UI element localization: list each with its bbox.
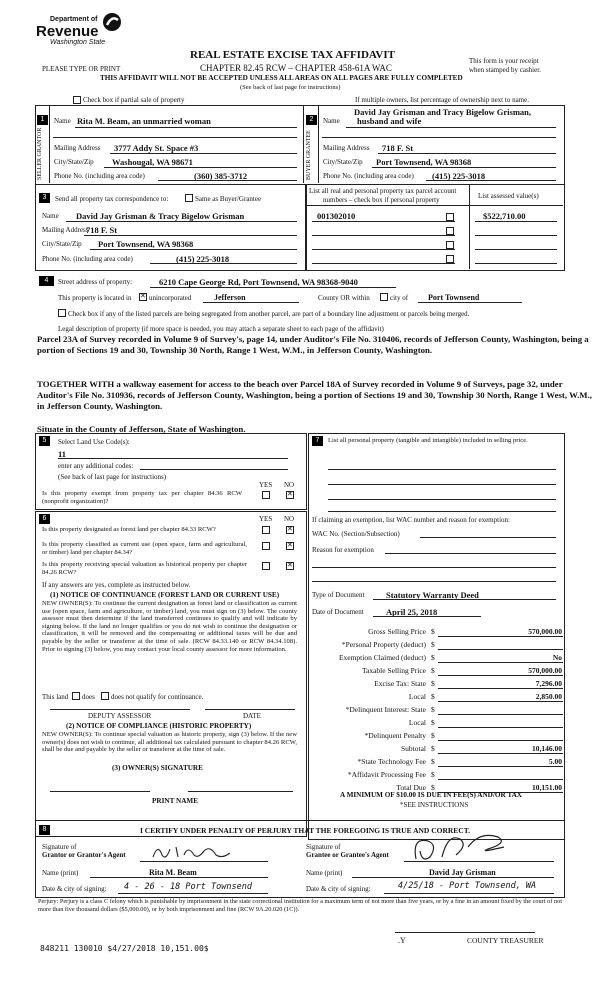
seller-phone: (360) 385-3712 [194, 171, 248, 181]
agency-line1: Department of [50, 16, 98, 23]
tax-row-currency: $ [431, 783, 435, 792]
tax-row-value: No [552, 653, 562, 662]
county-or-within: County OR within [318, 294, 370, 302]
tax-row-value: 10,146.00 [532, 744, 562, 753]
personal-property-checkbox-3[interactable] [446, 241, 454, 249]
county-treasurer-label: COUNTY TREASURER [467, 936, 544, 945]
exempt-question: Is this property exempt from property tax per chapter 84.36 RCW (nonprofit organization)? [42, 490, 242, 505]
please-type: PLEASE TYPE OR PRINT [42, 65, 121, 73]
section6-box [35, 511, 307, 837]
does-checkbox[interactable] [72, 692, 80, 700]
reason-label: Reason for exemption [312, 546, 374, 554]
grantor-date-city: 4 - 26 - 18 Port Townsend [124, 882, 252, 892]
corr-mailing: 718 F. St [86, 225, 118, 235]
buyer-mailing: 718 F. St [382, 143, 414, 153]
same-as-buyer-checkbox[interactable] [185, 194, 193, 202]
receipt-note-2: when stamped by cashier. [469, 66, 541, 74]
buyer-city-label: City/State/Zip [323, 158, 363, 166]
notice-continuance-text: NEW OWNER(S): To continue the current designation as forest land or classification as current use (open space, farm and agriculture, or timber) land, you must sign on (3) below. The county assessor must then determine if the land transferred continues to qualify and will indicate by signing below. If the land no longer qualifies or you do not wish to continue the designation or classification, it will be removed and the compensating or additional taxes will be due and payable by the seller or transferor at the time of sale. (RCW 84.33.140 or RCW 84.34.108). Prior to signing (3) below, you may contact your local county assessor for more information. [42, 600, 297, 653]
personal-property-checkbox-1[interactable] [446, 213, 454, 221]
doc-date-label: Date of Document [312, 608, 364, 616]
personal-property-label: List all personal property (tangible and intangible) included in selling price. [328, 437, 528, 444]
grantee-date-city-label: Date & city of signing: [306, 885, 371, 893]
seller-side-label: SELLER GRANTOR [37, 127, 43, 180]
notice-compliance-text: NEW OWNER(S): To continue special valuation as historic property, sign (3) below. If the new owner(s) does not wish to continue, all additional tax calculated pursuant to chapter 84.26 RCW, shall be due and payable by the seller or transferor at the time of sale. [42, 731, 297, 754]
form-subtitle: CHAPTER 82.45 RCW – CHAPTER 458-61A WAC [200, 63, 392, 73]
tax-row-label: Gross Selling Price [368, 627, 426, 636]
owner-signature-title: (3) OWNER(S) SIGNATURE [112, 764, 203, 772]
current-use-question: Is this property classified as current use (open space, farm and agricultural, or timber) land per chapter 84.34? [42, 541, 247, 556]
seller-city-label: City/State/Zip [54, 158, 94, 166]
print-name-label: PRINT NAME [152, 797, 198, 805]
see-instructions: *SEE INSTRUCTIONS [400, 801, 469, 809]
corr-name: David Jay Grisman & Tracy Bigelow Grisman [76, 211, 245, 221]
grantor-name-label: Name (print) [42, 869, 79, 877]
if-any-yes: If any answers are yes, complete as instructed below. [42, 581, 191, 589]
grantee-name-label: Name (print) [306, 869, 343, 877]
tax-row-label: *Personal Property (deduct) [341, 640, 426, 649]
s6-yes: YES [259, 515, 273, 523]
grantee-sig-label-2: Grantee or Grantee's Agent [306, 851, 389, 859]
section-8-badge: 8 [39, 825, 50, 835]
historic-yes-checkbox[interactable] [262, 562, 270, 570]
wac-label: WAC No. (Section/Subsection) [312, 530, 400, 538]
tax-row-currency: $ [431, 718, 435, 727]
does-not-checkbox[interactable] [101, 692, 109, 700]
corr-mailing-label: Mailing Address [42, 226, 89, 234]
tax-row-currency: $ [431, 640, 435, 649]
forest-yes-checkbox[interactable] [262, 526, 270, 534]
dor-logo-mark [102, 12, 122, 32]
tax-row-label: *Delinquent Interest: State [345, 705, 426, 714]
notice-continuance-title: (1) NOTICE OF CONTINUANCE (FOREST LAND OR CURRENT USE) [50, 591, 280, 599]
notice-compliance-title: (2) NOTICE OF COMPLIANCE (HISTORIC PROPERTY) [66, 722, 252, 730]
grantee-date-city: 4/25/18 - Port Townsend, WA [398, 881, 537, 891]
unincorporated-checkbox[interactable] [139, 293, 147, 301]
section-2-badge: 2 [306, 115, 317, 125]
current-use-yes-checkbox[interactable] [262, 542, 270, 550]
minimum-fee-note: A MINIMUM OF $10.00 IS DUE IN FEE(S) AND/OR TAX [340, 791, 522, 799]
partial-sale-label: Check box if partial sale of property [83, 96, 185, 104]
s6-no: NO [284, 515, 295, 523]
property-city: Port Townsend [428, 293, 480, 302]
tax-row-currency: $ [431, 679, 435, 688]
tax-row-value: 5.00 [548, 757, 562, 766]
deputy-date-label: DATE [243, 712, 261, 720]
historic-question: Is this property receiving special valuation as historical property per chapter 84.26 RCW? [42, 561, 247, 576]
buyer-mailing-label: Mailing Address [323, 144, 370, 152]
grantor-sig-label-2: Grantor or Grantor's Agent [42, 851, 126, 859]
section-1-badge: 1 [37, 115, 48, 125]
section-4-badge: 4 [39, 276, 54, 286]
tax-row-label: Taxable Selling Price [361, 666, 426, 675]
buyer-phone: (415) 225-3018 [432, 171, 486, 181]
same-as-buyer-label: Same as Buyer/Grantee [195, 195, 262, 203]
tax-row-label: Excise Tax: State [374, 679, 426, 688]
tax-row-label: Total Due [396, 783, 426, 792]
city-of-checkbox[interactable] [380, 293, 388, 301]
tax-row-currency: $ [431, 692, 435, 701]
certify-line: I CERTIFY UNDER PENALTY OF PERJURY THAT THE FOREGOING IS TRUE AND CORRECT. [140, 826, 471, 835]
land-use-label: Select Land Use Code(s): [58, 438, 130, 446]
street-label: Street address of property: [58, 278, 133, 286]
exempt-no-checkbox[interactable] [286, 491, 294, 499]
corr-city-label: City/State/Zip [42, 240, 82, 248]
legal-description-1: Parcel 23A of Survey recorded in Volume 9 of Survey's, page 14, under Auditor's File No. 310406, records of Jefferson County, Washington, being a portion of Sections 19 and 30, Township 30 North, Range 1 West, W.M., in Jefferson County, Washington. [37, 334, 589, 355]
personal-property-checkbox-2[interactable] [446, 227, 454, 235]
buyer-phone-label: Phone No. (including area code) [323, 172, 414, 180]
tax-row-value: 2,850.00 [535, 692, 562, 701]
corr-phone: (415) 225-3018 [176, 254, 230, 264]
corr-phone-label: Phone No. (including area code) [42, 255, 133, 263]
perjury-note: Perjury: Perjury is a class C felony which is punishable by imprisonment in the state correctional institution for a maximum term of not more than five years, or by a fine in an amount fixed by the court of not more than five thousand dollars ($5,000.00), or by both imprisonment and fine (RCW 9A.20.020 (1C)). [38, 898, 562, 913]
personal-property-checkbox-4[interactable] [446, 255, 454, 263]
tax-row-label: *Delinquent Penalty [364, 731, 426, 740]
partial-sale-checkbox[interactable] [73, 96, 81, 104]
tax-row-label: Exemption Claimed (deduct) [338, 653, 426, 662]
does-label: does [82, 693, 95, 701]
tax-row-label: Local [408, 692, 426, 701]
tax-row-currency: $ [431, 653, 435, 662]
legal-description-2: TOGETHER WITH a walkway easement for access to the beach over Parcel 18A of Survey recorded in Volume 9 of Surveys, page 32, under Auditor's File No. 310936, records of Jefferson County, Washington, being a portion of Sections 19 and 30, Township 30 North, Range 1 West, W.M., in Jefferson County, Washington. [37, 379, 592, 411]
tax-row-value: 7,296.00 [535, 679, 562, 688]
assessed-header: List assessed value(s) [478, 192, 539, 200]
section-3-badge: 3 [39, 193, 50, 203]
agency-line2: Revenue [36, 23, 99, 40]
seller-city: Washougal, WA 98671 [112, 157, 193, 167]
this-land-label: This land [42, 693, 69, 701]
by-mark: .Y [398, 936, 406, 945]
tax-row-label: *State Technology Fee [357, 757, 426, 766]
tax-row-label: Subtotal [400, 744, 426, 753]
unincorporated-label: unincorporated [149, 294, 192, 302]
grantee-signature [408, 827, 518, 865]
parcel-number: 001302010 [317, 211, 356, 221]
parcels-header-2: numbers – check box if personal property [323, 196, 440, 204]
located-label: This property is located in [58, 294, 132, 302]
property-county: Jefferson [214, 293, 246, 302]
forest-question: Is this property designated as forest land per chapter 84.33 RCW? [42, 526, 216, 533]
buyer-city: Port Townsend, WA 98368 [376, 157, 472, 167]
grantee-name: David Jay Grisman [429, 868, 496, 877]
grantor-date-city-label: Date & city of signing: [42, 885, 107, 893]
land-use-code: 11 [58, 449, 67, 459]
multiple-owners-note: If multiple owners, list percentage of ownership next to name. [355, 96, 529, 104]
seller-phone-label: Phone No. (including area code) [54, 172, 145, 180]
historic-no-checkbox[interactable] [286, 562, 294, 570]
seller-name-label: Name [54, 117, 71, 125]
section-7-badge: 7 [312, 436, 323, 446]
buyer-side-label: BUYER GRANTEE [306, 130, 312, 180]
tax-row-value: 10,151.00 [532, 783, 562, 792]
buyer-name-line1: David Jay Grisman and Tracy Bigelow Grisman, [354, 107, 532, 117]
corr-city: Port Townsend, WA 98368 [98, 239, 194, 249]
does-not-label: does not qualify for continuance. [111, 693, 204, 701]
s5-no: NO [284, 481, 295, 489]
cashier-stamp: 848211 130010 $4/27/2018 10,151.00$ [40, 944, 209, 953]
parcels-header-1: List all real and personal property tax parcel account [309, 187, 457, 195]
tax-row-currency: $ [431, 627, 435, 636]
segregated-checkbox[interactable] [58, 309, 66, 317]
receipt-note-1: This form is your receipt [469, 57, 539, 65]
deputy-assessor-label: DEPUTY ASSESSOR [88, 712, 152, 720]
s5-yes: YES [259, 481, 273, 489]
grantor-sig-label-1: Signature of [42, 843, 77, 851]
situate-line: Situate in the County of Jefferson, State of Washington. [37, 424, 246, 434]
agency-line3: Washington State [50, 39, 106, 46]
form-title: REAL ESTATE EXCISE TAX AFFIDAVIT [190, 49, 395, 61]
doc-type: Statutory Warranty Deed [386, 590, 479, 600]
forest-no-checkbox[interactable] [286, 526, 294, 534]
tax-row-label: *Affidavit Processing Fee [347, 770, 426, 779]
section-6-badge: 6 [39, 514, 50, 524]
tax-row-value: 570,000.00 [528, 627, 562, 636]
warning-line: THIS AFFIDAVIT WILL NOT BE ACCEPTED UNLESS ALL AREAS ON ALL PAGES ARE FULLY COMPLETED [100, 74, 463, 82]
assessed-value: $522,710.00 [483, 211, 526, 221]
exemption-label: If claiming an exemption, list WAC number and reason for exemption: [312, 516, 510, 524]
current-use-no-checkbox[interactable] [286, 542, 294, 550]
seller-name: Rita M. Beam, an unmarried woman [77, 116, 211, 126]
buyer-name-line2: husband and wife [357, 116, 422, 126]
s5-see-back: (See back of last page for instructions) [58, 473, 167, 481]
city-of-label: city of [390, 294, 409, 302]
tax-row-currency: $ [431, 770, 435, 779]
tax-row-label: Local [408, 718, 426, 727]
grantor-name: Rita M. Beam [149, 868, 197, 877]
tax-row-value: 570,000.00 [528, 666, 562, 675]
street-address: 6210 Cape George Rd, Port Townsend, WA 98368-9040 [159, 277, 358, 287]
grantee-sig-label-1: Signature of [306, 843, 341, 851]
grantor-signature [148, 841, 248, 863]
tax-row-currency: $ [431, 705, 435, 714]
seller-mailing-label: Mailing Address [54, 144, 101, 152]
see-back-line: (See back of last page for instructions) [240, 84, 341, 91]
tax-row-currency: $ [431, 744, 435, 753]
dor-logo [36, 12, 126, 52]
section-5-badge: 5 [39, 436, 50, 446]
tax-row-currency: $ [431, 731, 435, 740]
tax-row-currency: $ [431, 666, 435, 675]
additional-codes-label: enter any additional codes: [58, 462, 134, 470]
legal-label: Legal description of property (if more space is needed, you may attach a separate sheet to each page of the affidavit) [58, 325, 384, 333]
seller-mailing: 3777 Addy St. Space #3 [114, 143, 199, 153]
segregated-label: Check box if any of the listed parcels are being segregated from another parcel, are part of a boundary line adjustment or parcels being merged. [68, 310, 470, 318]
corr-name-label: Name [42, 212, 59, 220]
exempt-yes-checkbox[interactable] [262, 491, 270, 499]
buyer-name-label: Name [323, 117, 340, 125]
doc-type-label: Type of Document [312, 591, 365, 599]
correspondence-label: Send all property tax correspondence to: [55, 195, 169, 203]
doc-date: April 25, 2018 [386, 607, 438, 617]
tax-row-currency: $ [431, 757, 435, 766]
